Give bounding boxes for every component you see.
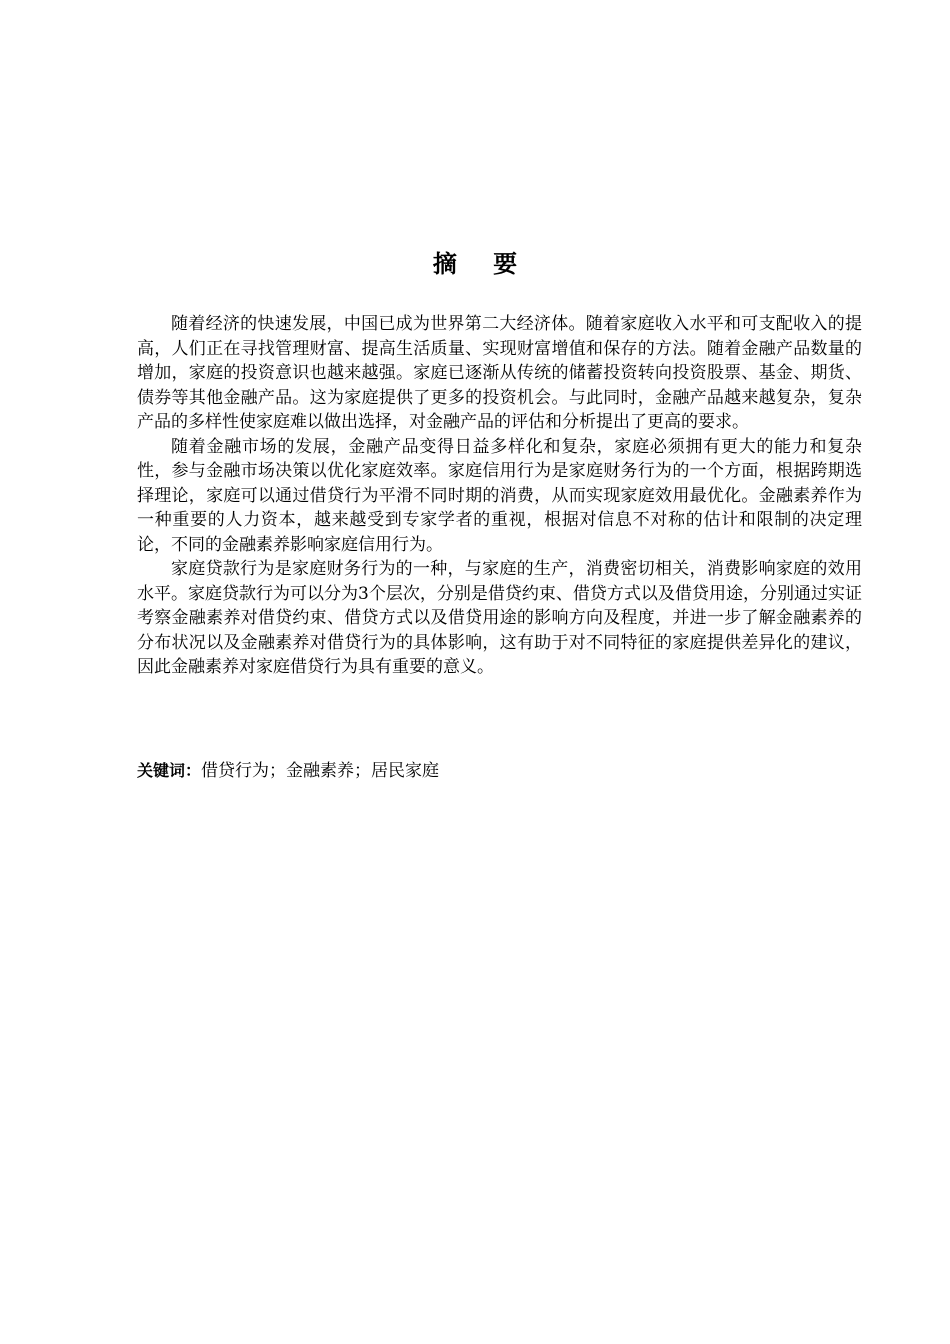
abstract-paragraph-1: 随着经济的快速发展，中国已成为世界第二大经济体。随着家庭收入水平和可支配收入的提高，人们正在寻找管理财富、提高生活质量、实现财富增值和保存的方法。随着金融产品数量的增加，家庭的投资意识也越来越强。家庭已逐渐从传统的储蓄投资转向投资股票、基金、期货、债券等其他金融产品。这为家庭提供了更多的投资机会。与此同时，金融产品越来越复杂，复杂产品的多样性使家庭难以做出选择，对金融产品的评估和分析提出了更高的要求。 xyxy=(137,314,862,432)
abstract-paragraph-3: 家庭贷款行为是家庭财务行为的一种，与家庭的生产，消费密切相关，消费影响家庭的效用水平。家庭贷款行为可以分为3个层次，分别是借贷约束、借贷方式以及借贷用途，分别通过实证考察金融素养对借贷约束、借贷方式以及借贷用途的影响方向及程度，并进一步了解金融素养的分布状况以及金融素养对借贷行为的具体影响，这有助于对不同特征的家庭提供差异化的建议，因此金融素养对家庭借贷行为具有重要的意义。 xyxy=(137,559,862,677)
keywords-line xyxy=(137,758,439,784)
keywords-value: 借贷行为；金融素养；居民家庭 xyxy=(201,761,440,781)
keywords-label: 关键词： xyxy=(137,761,202,780)
abstract-body xyxy=(137,312,862,680)
abstract-paragraph-2: 随着金融市场的发展，金融产品变得日益多样化和复杂，家庭必须拥有更大的能力和复杂性，参与金融市场决策以优化家庭效率。家庭信用行为是家庭财务行为的一个方面，根据跨期选择理论，家庭可以通过借贷行为平滑不同时期的消费，从而实现家庭效用最优化。金融素养作为一种重要的人力资本，越来越受到专家学者的重视，根据对信息不对称的估计和限制的决定理论，不同的金融素养影响家庭信用行为。 xyxy=(137,436,862,555)
abstract-title: 摘 要 xyxy=(432,250,532,278)
